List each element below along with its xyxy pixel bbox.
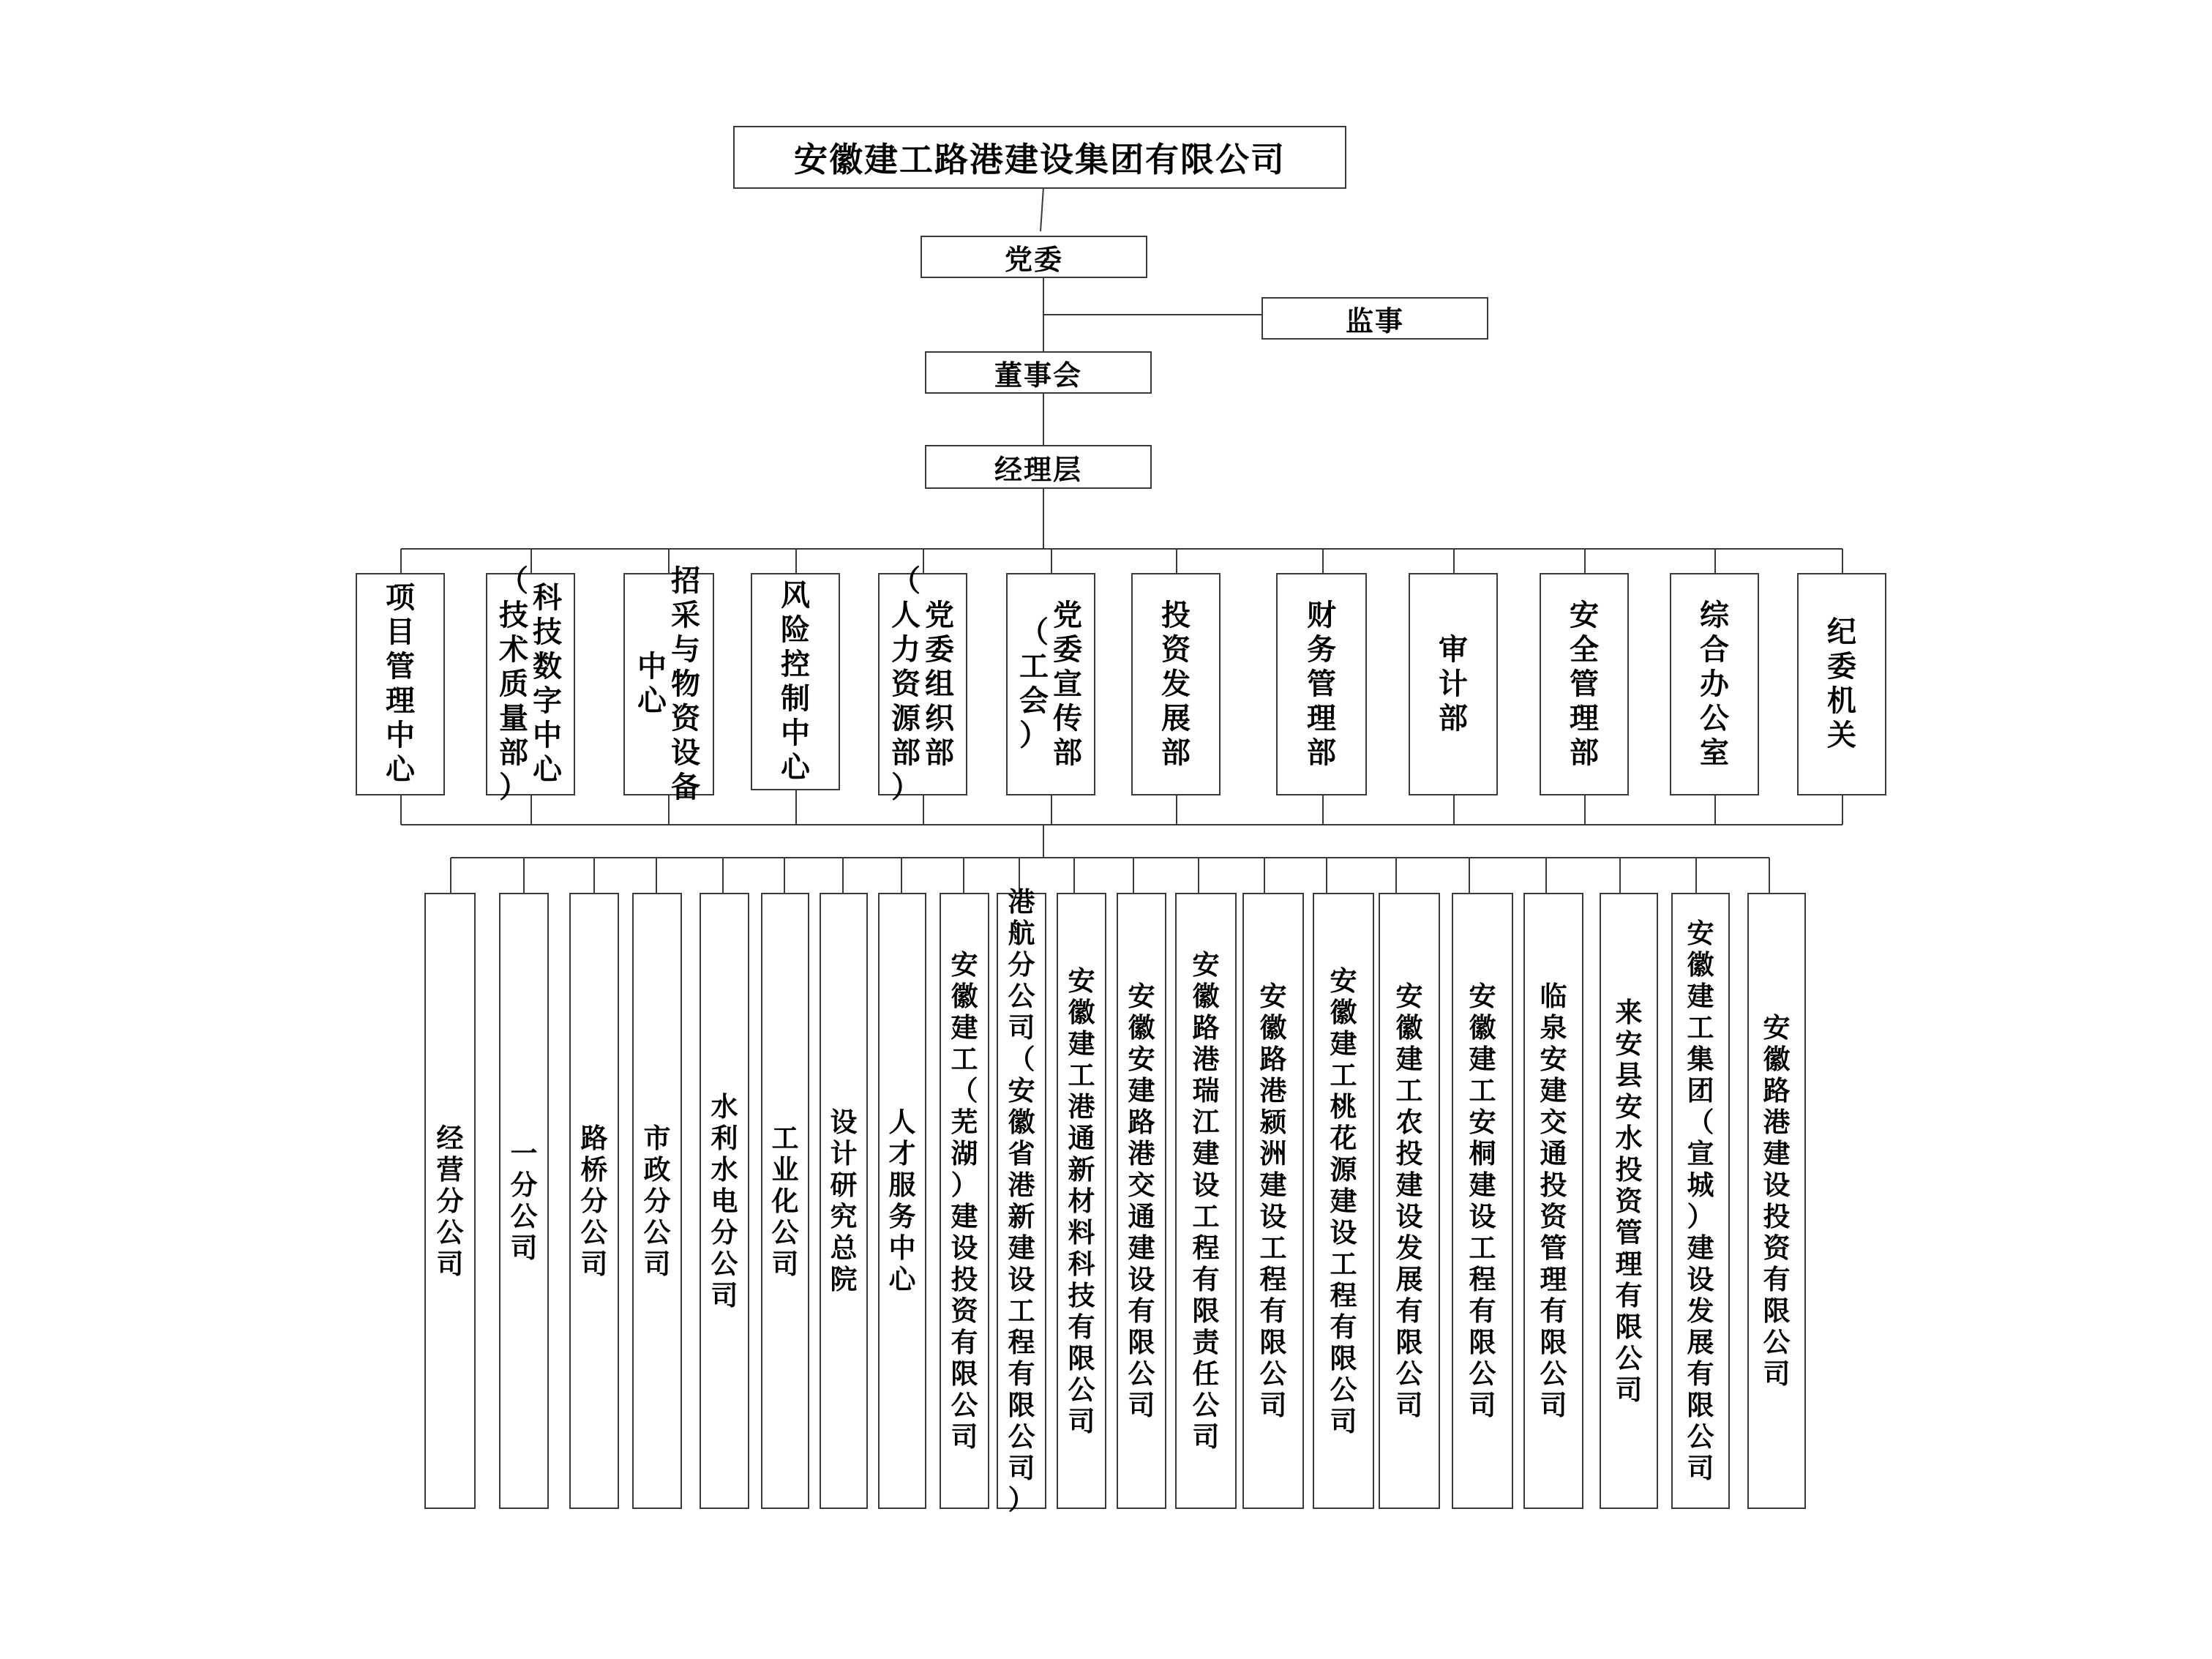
subsidiary-box — [424, 893, 476, 1509]
subsidiary-box — [1671, 893, 1730, 1509]
subsidiary-box — [700, 893, 749, 1509]
subsidiary-label: 安 徽 路 港 瑞 江 建 设 工 程 有 限 责 任 公 司 — [1192, 949, 1220, 1453]
subsidiary-label: 工 业 化 公 司 — [771, 1122, 799, 1280]
department-label: 风 险 控 制 中 心 — [781, 578, 810, 784]
department-label: 中 心 — [637, 650, 667, 718]
subsidiary-label: 水 利 水 电 分 公 司 — [711, 1090, 738, 1311]
subsidiary-box — [1600, 893, 1658, 1509]
board-label: 董事会 — [994, 359, 1082, 392]
subsidiary-box — [1523, 893, 1583, 1509]
department-box — [1409, 573, 1498, 795]
subsidiary-box — [997, 886, 1046, 1516]
subsidiary-box — [820, 893, 868, 1509]
subsidiary-box — [1175, 893, 1237, 1509]
department-label: （ 工 会 ） — [1019, 615, 1049, 752]
subsidiary-label: 一 分 公 司 — [510, 1138, 538, 1264]
department-box — [1276, 573, 1367, 795]
company-name: 安徽建工路港建设集团有限公司 — [794, 140, 1286, 179]
department-label: 审 计 部 — [1439, 632, 1468, 735]
subsidiary-label: 安 徽 建 工 集 团 （ 宣 城 ） 建 设 发 展 有 限 公 司 — [1687, 918, 1714, 1484]
subsidiary-box — [1117, 893, 1166, 1509]
department-label: 纪 委 机 关 — [1827, 615, 1856, 752]
department-label: 党 委 组 织 部 — [925, 598, 954, 770]
subsidiary-label: 安 徽 安 建 路 港 交 通 建 设 有 限 公 司 — [1128, 981, 1155, 1421]
department-label: （ 技 术 质 量 部 ） — [499, 563, 528, 804]
subsidiary-box — [1242, 893, 1304, 1509]
subsidiary-label: 市 政 分 公 司 — [643, 1122, 671, 1280]
subsidiary-box — [569, 893, 619, 1509]
subsidiary-label: 安 徽 建 工 安 桐 建 设 工 程 有 限 公 司 — [1469, 981, 1496, 1421]
subsidiary-label: 来 安 县 安 水 投 资 管 理 有 限 公 司 — [1615, 996, 1643, 1406]
department-label: 财 务 管 理 部 — [1307, 598, 1336, 770]
company-box — [733, 126, 1346, 189]
management-box — [925, 445, 1152, 489]
department-label: 投 资 发 展 部 — [1161, 598, 1191, 770]
subsidiary-label: 安 徽 建 工 （ 芜 湖 ） 建 设 投 资 有 限 公 司 — [951, 949, 978, 1453]
department-label: 安 全 管 理 部 — [1570, 598, 1599, 770]
department-box — [1006, 573, 1095, 795]
subsidiary-label: 人 才 服 务 中 心 — [888, 1106, 916, 1295]
management-label: 经理层 — [994, 453, 1082, 486]
subsidiary-box — [761, 893, 809, 1509]
subsidiary-label: 安 徽 建 工 港 通 新 材 料 科 技 有 限 公 司 — [1068, 965, 1095, 1437]
subsidiary-box — [940, 893, 989, 1509]
supervisor-box — [1261, 297, 1488, 340]
department-box — [486, 563, 575, 804]
subsidiary-label: 安 徽 建 工 桃 花 源 建 设 工 程 有 限 公 司 — [1330, 965, 1357, 1437]
subsidiary-label: 港 航 分 公 司 （ 安 徽 省 港 新 建 设 工 程 有 限 公 司 ） — [1008, 886, 1035, 1516]
department-label: （ 人 力 资 源 部 ） — [891, 563, 921, 804]
subsidiary-box — [499, 893, 549, 1509]
department-label: 综 合 办 公 室 — [1700, 598, 1729, 770]
department-label: 项 目 管 理 中 心 — [386, 581, 415, 787]
subsidiary-box — [1747, 893, 1806, 1509]
department-box — [1670, 573, 1759, 795]
department-box — [1540, 573, 1629, 795]
party-committee-box — [921, 236, 1147, 278]
department-box — [1797, 573, 1886, 795]
department-label: 科 技 数 字 中 心 — [533, 581, 562, 787]
subsidiary-label: 安 徽 建 工 农 投 建 设 发 展 有 限 公 司 — [1395, 981, 1423, 1421]
department-box — [1131, 573, 1221, 795]
department-box — [751, 573, 840, 790]
subsidiary-box — [1379, 893, 1440, 1509]
subsidiary-label: 经 营 分 公 司 — [436, 1122, 464, 1280]
subsidiary-box — [1057, 893, 1106, 1509]
department-label: 党 委 宣 传 部 — [1053, 598, 1082, 770]
board-box — [925, 351, 1152, 394]
subsidiary-box — [1313, 893, 1374, 1509]
subsidiary-label: 安 徽 路 港 颍 洲 建 设 工 程 有 限 公 司 — [1259, 981, 1287, 1421]
department-label: 招 采 与 物 资 设 备 — [671, 563, 700, 804]
subsidiary-label: 设 计 研 究 总 院 — [830, 1106, 858, 1295]
subsidiary-label: 临 泉 安 建 交 通 投 资 管 理 有 限 公 司 — [1540, 981, 1567, 1421]
subsidiary-label: 路 桥 分 公 司 — [580, 1122, 608, 1280]
department-box — [623, 563, 714, 804]
subsidiary-label: 安 徽 路 港 建 设 投 资 有 限 公 司 — [1763, 1012, 1791, 1390]
party-committee-label: 党委 — [1004, 243, 1063, 276]
department-box — [356, 573, 445, 795]
supervisor-label: 监事 — [1345, 304, 1404, 337]
subsidiary-box — [878, 893, 926, 1509]
department-box — [878, 563, 967, 804]
subsidiary-box — [1452, 893, 1513, 1509]
subsidiary-box — [632, 893, 682, 1509]
